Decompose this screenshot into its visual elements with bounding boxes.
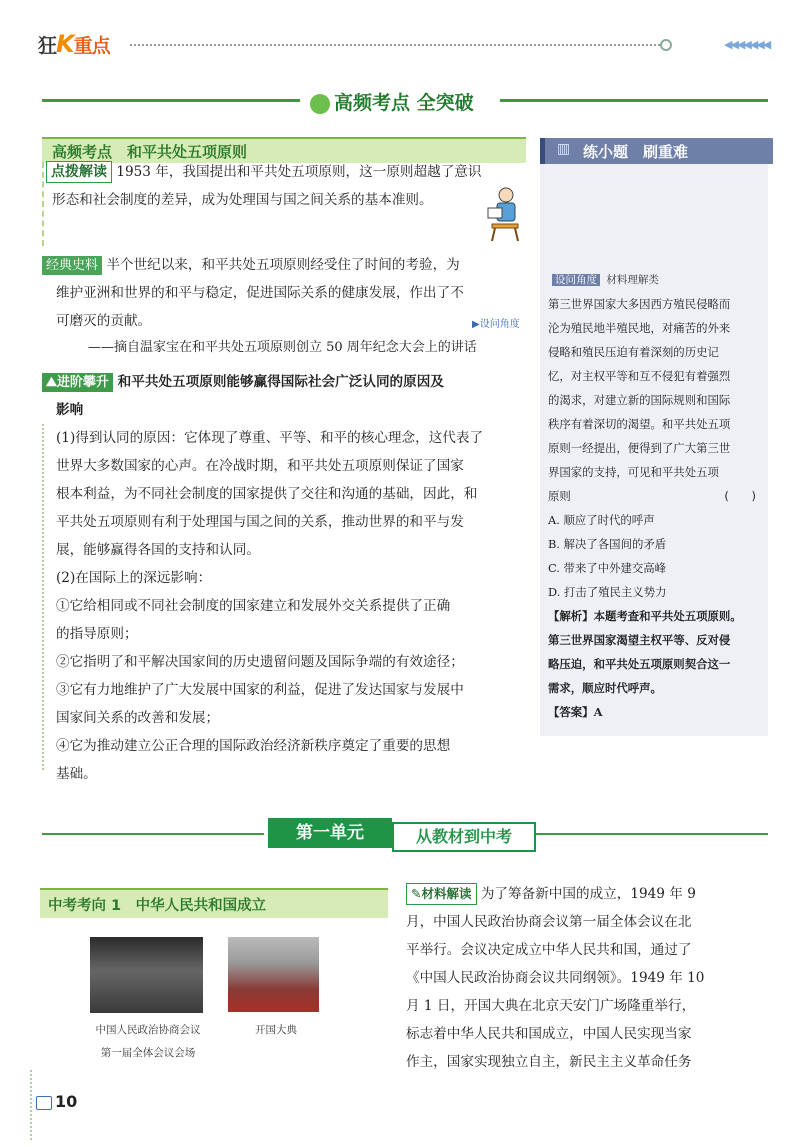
photo2-caption: 开国大典 — [255, 1024, 297, 1036]
explain-tag: 点拨解读 — [46, 161, 112, 183]
angle-link[interactable]: ▶设问角度 — [472, 319, 520, 330]
practice-question — [548, 292, 764, 724]
analysis-line: 需求，顺应时代呼声。 — [548, 681, 662, 695]
answer-line: 基础。 — [56, 766, 97, 782]
unit-subtitle: 从教材到中考 — [392, 822, 536, 852]
page-number: 10 — [36, 1092, 77, 1111]
history-paragraph: 经典史料 半个世纪以来，和平共处五项原则经受住了时间的考验，为 — [42, 251, 460, 279]
answer-line: 国家间关系的改善和发展； — [56, 710, 220, 726]
answer-line: 平共处五项原则有利于处理国与国之间的关系，推动世界的和平与发 — [56, 514, 464, 530]
section-leaf-icon — [310, 94, 330, 114]
answer-list — [56, 424, 526, 788]
material-line: 标志着中华人民共和国成立，中国人民实现当家 — [406, 1026, 692, 1042]
material-line: 作主，国家实现独立自主，新民主主义革命任务 — [406, 1054, 692, 1070]
angle-tag: 设问角度 — [552, 274, 600, 286]
question-line-last: 原则 ( ) — [548, 484, 764, 508]
history-line-2: 维护亚洲和世界的和平与稳定，促进国际关系的健康发展，作出了不 — [56, 285, 464, 301]
question-line: 原则一经提出，便得到了广大第三世 — [548, 441, 731, 455]
question-line: 第三世界国家大多因西方殖民侵略而 — [548, 297, 731, 311]
topic-header: 高频考点 和平共处五项原则 — [42, 137, 526, 163]
question-line: 秩序有着深切的渴望。和平共处五项 — [548, 417, 731, 431]
material-line: 月 1 日，开国大典在北京天安门广场隆重举行， — [406, 998, 696, 1014]
photo1-caption: 中国人民政治协商会议 第一届全体会议会场 — [95, 1024, 201, 1059]
unit-line-right — [536, 833, 768, 835]
advance-question: ⛰进阶攀升 和平共处五项原则能够赢得国际社会广泛认同的原因及 — [42, 368, 444, 396]
book-icon: ▥ — [557, 141, 571, 157]
brand-logo: 狂K重点 — [38, 30, 110, 58]
material-line: 月，中国人民政治协商会议第一届全体会议在北 — [406, 914, 692, 930]
answer-line: ③它有力地维护了广大发展中国家的利益，促进了发达国家与发展中 — [56, 682, 464, 698]
analysis-line: 【解析】本题考查和平共处五项原则。 — [548, 609, 742, 623]
material-line: ✎材料解读 为了筹备新中国的成立，1949 年 9 — [406, 880, 768, 908]
history-line-3: 可磨灭的贡献。 — [56, 313, 152, 329]
answer-line: 根本利益，为不同社会制度的国家提供了交往和沟通的基础，因此，和 — [56, 486, 478, 502]
answer-line: 的指导原则； — [56, 626, 138, 642]
material-tag: ✎材料解读 — [406, 883, 477, 905]
material-line: 《中国人民政治协商会议共同纲领》。1949 年 10 — [406, 970, 705, 986]
answer-line: 展，能够赢得各国的支持和认同。 — [56, 542, 260, 558]
cppcc-session-photo — [90, 937, 203, 1013]
section-title: 高频考点 全突破 — [310, 88, 474, 115]
answer-line: 【答案】A — [548, 705, 603, 719]
header-arrows-icon: ◀◀◀◀◀◀◀ — [724, 38, 770, 51]
section-line-right — [500, 99, 768, 102]
pen-icon: ✎ — [411, 886, 422, 901]
header-circle-icon — [660, 39, 672, 51]
advance-tag: ⛰进阶攀升 — [42, 373, 113, 392]
answer-line: (1)得到认同的原因：它体现了尊重、平等、和平的核心理念，这代表了 — [56, 430, 484, 446]
footer-dotted-line — [30, 1070, 32, 1140]
advance-question-2: 影响 — [56, 402, 84, 418]
mountain-icon: ⛰ — [46, 375, 57, 390]
practice-angle: 设问角度 材料理解类 — [552, 272, 659, 287]
calendar-icon — [36, 1096, 52, 1110]
answer-line: ④它为推动建立公正合理的国际政治经济新秩序奠定了重要的思想 — [56, 738, 451, 754]
section-line-left — [42, 99, 300, 102]
analysis-line: 略压迫，和平共处五项原则契合这一 — [548, 657, 731, 671]
answer-blank: ( ) — [724, 489, 756, 503]
question-line: 侵略和殖民压迫有着深刻的历史记 — [548, 345, 719, 359]
answer-line: (2)在国际上的深远影响： — [56, 570, 212, 586]
answer-line: ②它指明了和平解决国家间的历史遗留问题及国际争端的有效途径； — [56, 654, 464, 670]
unit-line-left — [42, 833, 264, 835]
material-line: 平举行。会议决定成立中华人民共和国，通过了 — [406, 942, 692, 958]
question-line: 界国家的支持，可见和平共处五项 — [548, 465, 719, 479]
founding-ceremony-photo — [228, 937, 319, 1012]
answer-line: ①它给相同或不同社会制度的国家建立和发展外交关系提供了正确 — [56, 598, 451, 614]
analysis-line: 第三世界国家渴望主权平等、反对侵 — [548, 633, 731, 647]
history-tag: 经典史料 — [42, 256, 102, 275]
header-dotted-line — [130, 44, 660, 46]
practice-header: ▥ 练小题 刷重难 — [540, 138, 773, 164]
answer-dotted-border — [42, 424, 44, 770]
explain-paragraph: 点拨解读 1953 年，我国提出和平共处五项原则，这一原则超越了意识 — [46, 158, 526, 186]
reading-figure-icon — [482, 186, 526, 242]
option-c[interactable]: C. 带来了中外建交高峰 — [548, 561, 667, 575]
option-b[interactable]: B. 解决了各国间的矛盾 — [548, 537, 667, 551]
answer-line: 世界大多数国家的心声。在冷战时期，和平共处五项原则保证了国家 — [56, 458, 464, 474]
option-a[interactable]: A. 顺应了时代的呼声 — [548, 513, 655, 527]
exam-header: 中考考向 1 中华人民共和国成立 — [40, 888, 388, 918]
option-d[interactable]: D. 打击了殖民主义势力 — [548, 585, 667, 599]
question-line: 的渴求，对建立新的国际规则和国际 — [548, 393, 731, 407]
topic-dashed-border — [42, 162, 44, 246]
explain-line-2: 形态和社会制度的差异，成为处理国与国之间关系的基本准则。 — [52, 192, 433, 208]
question-line: 忆，对主权平等和互不侵犯有着强烈 — [548, 369, 731, 383]
material-paragraph — [406, 880, 768, 1076]
question-line: 沦为殖民地半殖民地，对痛苦的外来 — [548, 321, 731, 335]
history-source: ——摘自温家宝在和平共处五项原则创立 50 周年纪念大会上的讲话 — [88, 340, 477, 355]
unit-title: 第一单元 — [268, 818, 392, 848]
